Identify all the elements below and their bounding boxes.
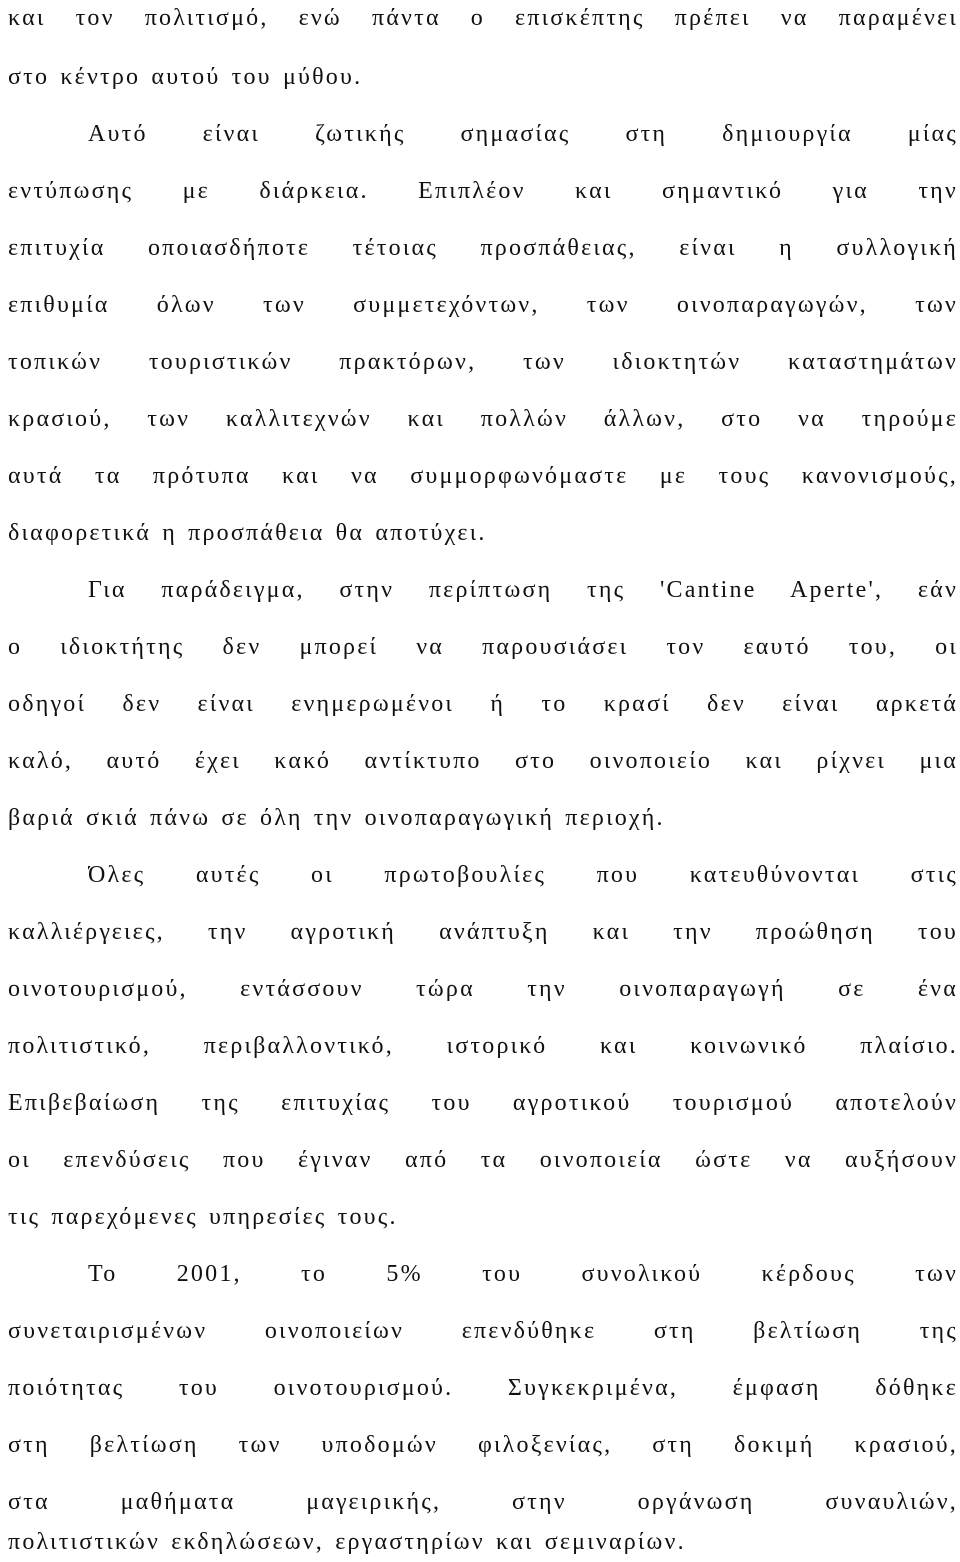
- text-line: στη βελτίωση των υποδομών φιλοξενίας, στη δοκιμή κρασιού,: [8, 1432, 958, 1458]
- text-line: Για παράδειγμα, στην περίπτωση της 'Cantine Aperte', εάν: [88, 577, 958, 603]
- text-line: Όλες αυτές οι πρωτοβουλίες που κατευθύνονται στις: [88, 862, 958, 888]
- text-line: επιτυχία οποιασδήποτε τέτοιας προσπάθειας, είναι η συλλογική: [8, 235, 958, 261]
- text-line: τις παρεχόμενες υπηρεσίες τους.: [8, 1204, 398, 1230]
- text-line: οι επενδύσεις που έγιναν από τα οινοποιεία ώστε να αυξήσουν: [8, 1147, 958, 1173]
- text-line: τοπικών τουριστικών πρακτόρων, των ιδιοκτητών καταστημάτων: [8, 349, 958, 375]
- text-line: συνεταιρισμένων οινοποιείων επενδύθηκε στη βελτίωση της: [8, 1318, 958, 1344]
- text-line: κρασιού, των καλλιτεχνών και πολλών άλλων, στο να τηρούμε: [8, 406, 958, 432]
- text-line: καλλιέργειες, την αγροτική ανάπτυξη και την προώθηση του: [8, 919, 958, 945]
- text-line: εντύπωσης με διάρκεια. Επιπλέον και σημαντικό για την: [8, 178, 958, 204]
- text-line: ο ιδιοκτήτης δεν μπορεί να παρουσιάσει τον εαυτό του, οι: [8, 634, 958, 660]
- text-line: πολιτιστικό, περιβαλλοντικό, ιστορικό και κοινωνικό πλαίσιο.: [8, 1033, 958, 1059]
- text-line: Το 2001, το 5% του συνολικού κέρδους των: [88, 1261, 958, 1287]
- text-line: αυτά τα πρότυπα και να συμμορφωνόμαστε με τους κανονισμούς,: [8, 463, 958, 489]
- text-line: επιθυμία όλων των συμμετεχόντων, των οινοπαραγωγών, των: [8, 292, 958, 318]
- text-line: πολιτιστικών εκδηλώσεων, εργαστηρίων και σεμιναρίων.: [8, 1529, 686, 1555]
- text-line: Αυτό είναι ζωτικής σημασίας στη δημιουργία μίας: [88, 121, 958, 147]
- text-line: στο κέντρο αυτού του μύθου.: [8, 64, 363, 90]
- text-line: οινοτουρισμού, εντάσσουν τώρα την οινοπαραγωγή σε ένα: [8, 976, 958, 1002]
- text-line: διαφορετικά η προσπάθεια θα αποτύχει.: [8, 520, 487, 546]
- text-line: καλό, αυτό έχει κακό αντίκτυπο στο οινοποιείο και ρίχνει μια: [8, 748, 958, 774]
- text-line: και τον πολιτισμό, ενώ πάντα ο επισκέπτης πρέπει να παραμένει: [8, 5, 958, 31]
- text-line: Επιβεβαίωση της επιτυχίας του αγροτικού τουρισμού αποτελούν: [8, 1090, 958, 1116]
- text-line: βαριά σκιά πάνω σε όλη την οινοπαραγωγική περιοχή.: [8, 805, 665, 831]
- text-line: στα μαθήματα μαγειρικής, στην οργάνωση συναυλιών,: [8, 1489, 958, 1515]
- text-line: ποιότητας του οινοτουρισμού. Συγκεκριμένα, έμφαση δόθηκε: [8, 1375, 958, 1401]
- text-line: οδηγοί δεν είναι ενημερωμένοι ή το κρασί δεν είναι αρκετά: [8, 691, 958, 717]
